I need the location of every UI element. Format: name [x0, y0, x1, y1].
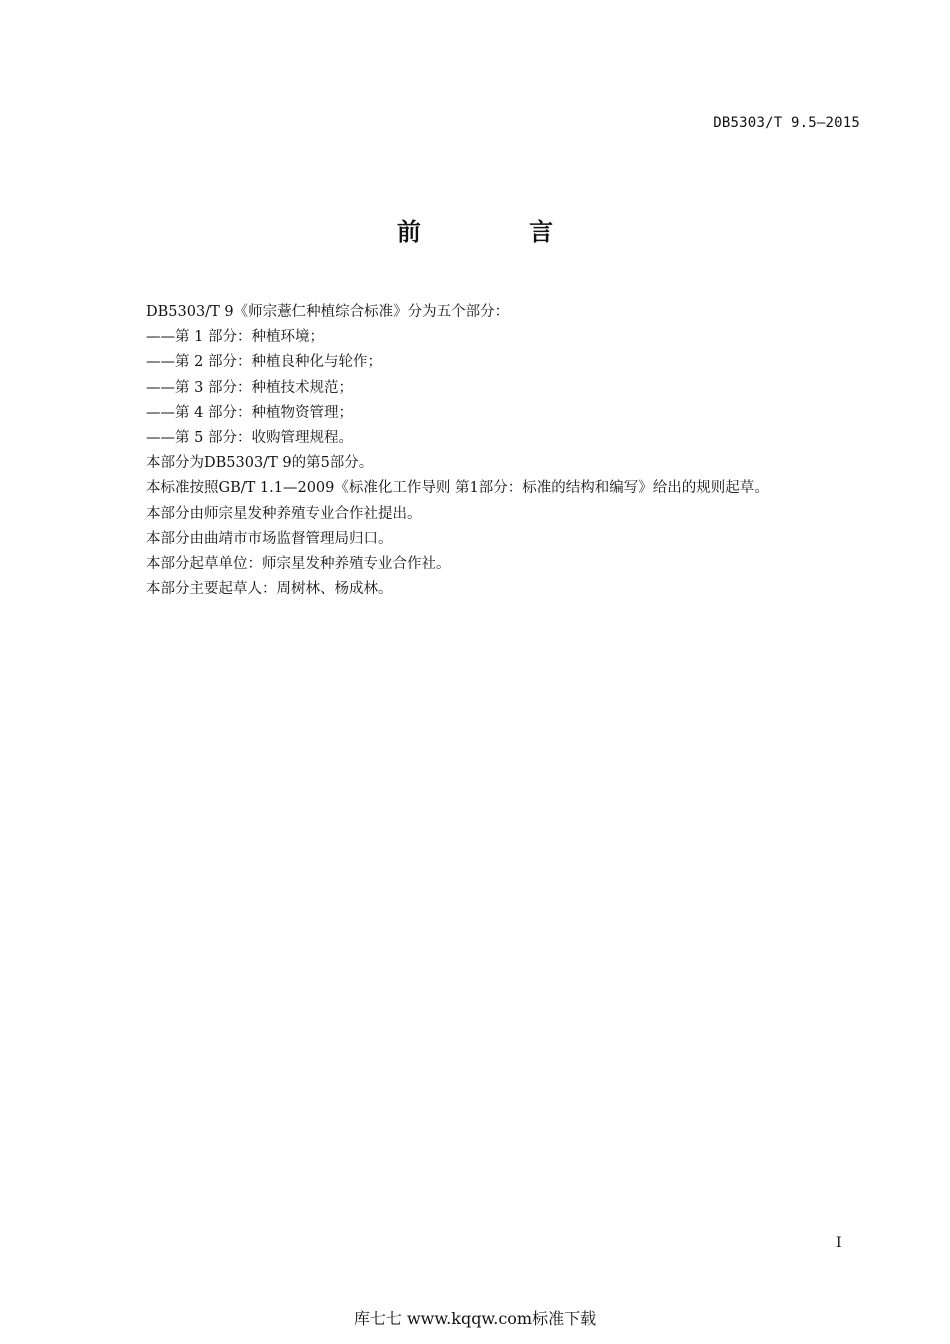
paragraph-drafting-unit: 本部分起草单位：师宗星发种养殖专业合作社。	[146, 556, 451, 573]
paragraph-drafters: 本部分主要起草人：周树林、杨成林。	[146, 581, 393, 598]
standard-code: DB5303/T 9.5—2015	[713, 115, 860, 131]
list-item-part-4: ——第 4 部分：种植物资管理；	[146, 404, 353, 421]
list-item-part-2: ——第 2 部分：种植良种化与轮作；	[146, 354, 382, 371]
list-item-part-1: ——第 1 部分：种植环境；	[146, 329, 324, 346]
page-title: 前 言	[396, 218, 604, 246]
foreword-body	[146, 300, 866, 602]
paragraph-drafting-rules: 本标准按照GB/T 1.1—2009《标准化工作导则 第1部分：标准的结构和编写》给出的规则起草。	[146, 480, 769, 497]
paragraph-administrator: 本部分由曲靖市市场监督管理局归口。	[146, 530, 393, 547]
paragraph-parts-intro: DB5303/T 9《师宗薏仁种植综合标准》分为五个部分：	[146, 304, 510, 320]
paragraph-this-part: 本部分为DB5303/T 9的第5部分。	[146, 455, 374, 472]
footer-source: 库七七 www.kqqw.com标准下载	[353, 1309, 597, 1328]
paragraph-proposer: 本部分由师宗星发种养殖专业合作社提出。	[146, 505, 422, 522]
page-number: I	[836, 1235, 842, 1251]
list-item-part-3: ——第 3 部分：种植技术规范；	[146, 379, 353, 396]
list-item-part-5: ——第 5 部分：收购管理规程。	[146, 430, 353, 447]
